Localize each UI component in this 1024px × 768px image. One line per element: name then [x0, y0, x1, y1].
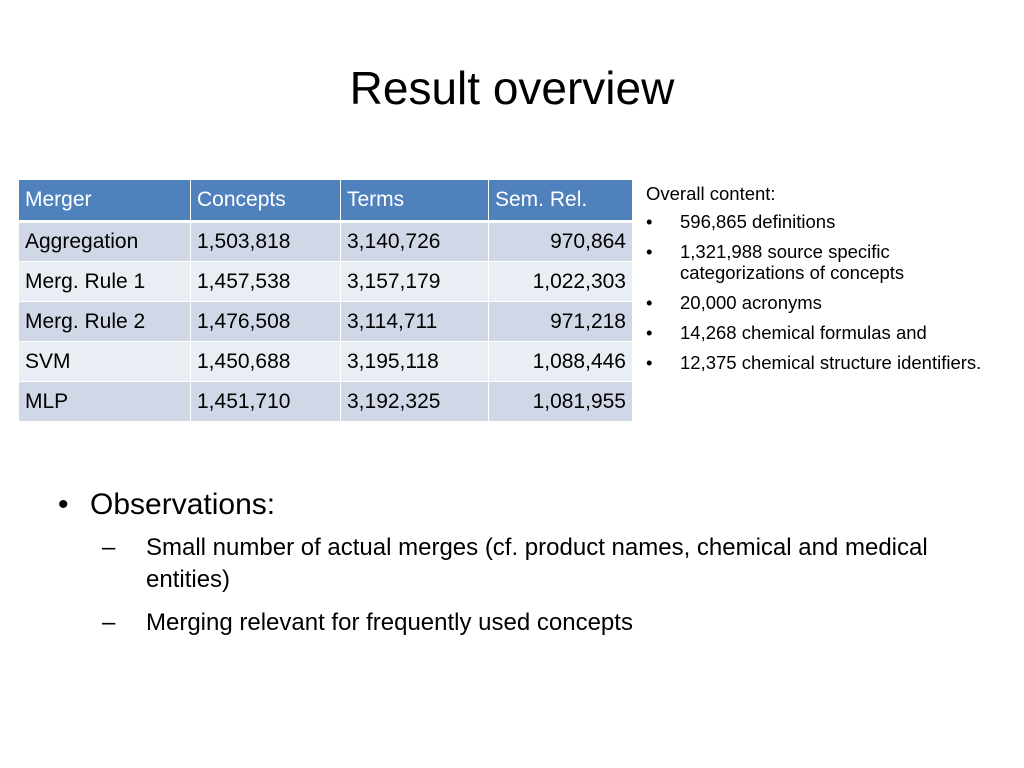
bullet-icon: •: [646, 240, 653, 262]
observations-section: [58, 488, 988, 651]
list-item-text: 596,865 definitions: [680, 210, 836, 232]
column-header: Sem. Rel.: [489, 180, 633, 222]
observations-list: [58, 532, 988, 639]
table-cell: 1,451,710: [191, 382, 341, 422]
list-item-text: 20,000 acronyms: [680, 292, 822, 314]
table-cell: 3,192,325: [341, 382, 489, 422]
column-header: Merger: [19, 180, 191, 222]
list-item-text: Merging relevant for frequently used concepts: [146, 609, 633, 637]
list-item: [646, 352, 1006, 374]
bullet-icon: •: [646, 322, 653, 344]
table-cell: 1,450,688: [191, 342, 341, 382]
table-cell: Aggregation: [19, 222, 191, 262]
observations-heading-item: [58, 488, 988, 522]
results-table: [18, 179, 633, 422]
table-cell: 1,088,446: [489, 342, 633, 382]
list-item-text: 12,375 chemical structure identifiers.: [680, 351, 982, 373]
table-cell: 3,140,726: [341, 222, 489, 262]
slide-title: Result overview: [349, 62, 675, 114]
bullet-icon: •: [646, 210, 653, 232]
table-cell: 970,864: [489, 222, 633, 262]
table-cell: 1,081,955: [489, 382, 633, 422]
list-item: [646, 211, 1006, 233]
table-header-row: [19, 180, 633, 222]
table-cell: 971,218: [489, 302, 633, 342]
observations-heading: Observations:: [90, 488, 276, 521]
table-cell: 1,457,538: [191, 262, 341, 302]
table-row: [19, 302, 633, 342]
dash-icon: –: [102, 534, 116, 561]
table-row: [19, 342, 633, 382]
overall-content-heading: Overall content:: [646, 183, 776, 204]
list-item-text: 1,321,988 source specific categorizations of concepts: [680, 240, 905, 284]
dash-icon: –: [102, 609, 116, 637]
table-cell: SVM: [19, 342, 191, 382]
table-row: [19, 262, 633, 302]
list-item: [102, 607, 988, 639]
overall-content-box: [646, 183, 1006, 382]
bullet-icon: •: [58, 488, 69, 521]
table-cell: 3,114,711: [341, 302, 489, 342]
table-cell: 1,022,303: [489, 262, 633, 302]
table-cell: Merg. Rule 1: [19, 262, 191, 302]
list-item-text: Small number of actual merges (cf. product names, chemical and medical entities): [146, 534, 928, 593]
list-item: [646, 292, 1006, 314]
table-cell: Merg. Rule 2: [19, 302, 191, 342]
bullet-icon: •: [646, 292, 653, 314]
table-cell: 3,195,118: [341, 342, 489, 382]
column-header: Terms: [341, 180, 489, 222]
table-cell: 3,157,179: [341, 262, 489, 302]
bullet-icon: •: [646, 351, 653, 373]
table-cell: 1,503,818: [191, 222, 341, 262]
overall-content-list: [646, 211, 1006, 374]
table-cell: 1,476,508: [191, 302, 341, 342]
list-item: [646, 322, 1006, 344]
list-item: [646, 241, 1006, 285]
list-item: [102, 532, 988, 595]
table-row: [19, 222, 633, 262]
list-item-text: 14,268 chemical formulas and: [680, 322, 927, 344]
column-header: Concepts: [191, 180, 341, 222]
table-row: [19, 382, 633, 422]
table-cell: MLP: [19, 382, 191, 422]
